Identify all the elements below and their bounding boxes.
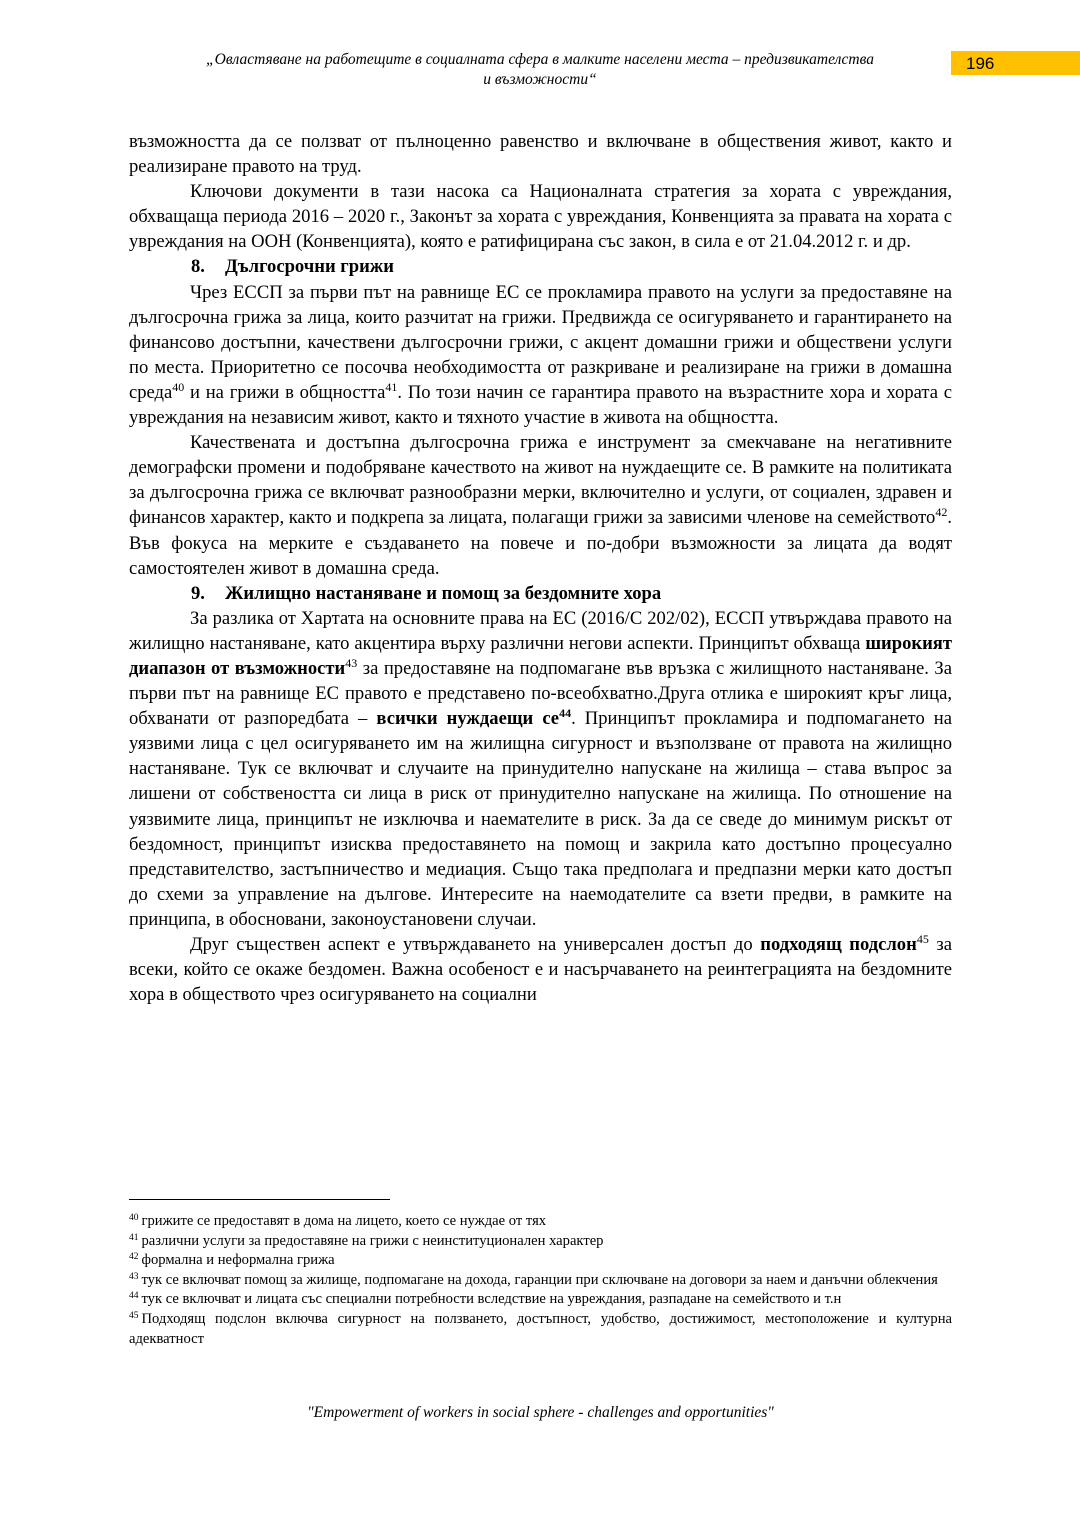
footnote-ref[interactable]: 45: [916, 932, 929, 946]
text-run: Друг съществен аспект е утвърждаването на универсален достъп до: [190, 934, 761, 955]
footnote-text: формална и неформална грижа: [141, 1252, 335, 1269]
footnote-number: 44: [129, 1291, 139, 1302]
text-run: . По този начин се гарантира правото на възрастните хора и хората с увреждания на независим живот, както и тяхното участие в живота на общността.: [129, 381, 952, 429]
footnote-number: 40: [129, 1213, 139, 1223]
header-title-line-2: и възможности“: [483, 71, 597, 88]
footnote: [129, 1232, 952, 1252]
heading-number: 9.: [191, 582, 205, 604]
footnote-text: различни услуги за предоставяне на грижи с неинституционален характер: [141, 1232, 604, 1249]
footnote: [129, 1251, 952, 1271]
text-run: . Принципът прокламира и подпомагането на уязвими лица с цел осигуряването им на жилищна сигурност и възползване от правота на жилищно настаняване. Тук се включват и случаите на принудително напускане на жилища – става въпрос за лишени от собствеността си лица в риск от принудително напускане на жилища. По отношение на уязвимите лица, принципът не изключва и наемателите в риск. За да се сведе до минимум рискът от бездомност, принципът изисква предоставянето на помощ и закрила като достъпно процесуално представителство, застъпничество и медиация. Също така предполага и предпазни мерки като достъп до схеми за управление на дългове. Интересите на наемодателите са взети предви, в рамките на принципа, в обосновани, законоустановени случаи.: [129, 708, 953, 930]
footnote: [129, 1212, 952, 1232]
text-run: . Във фокуса на мерките е създаването на повече и по-добри възможности за лицата да водят самостоятелен живот в домашна среда.: [129, 507, 952, 579]
bold-phrase: широкият диапазон от възможности: [129, 632, 952, 679]
footnote-ref[interactable]: 40: [172, 379, 185, 394]
footnote-text: тук се включват помощ за жилище, подпомагане на дохода, гаранции при сключване на договори за наем и данъчни облекчения: [141, 1271, 938, 1288]
footnote-ref[interactable]: 41: [385, 379, 398, 394]
footnote-text: Подходящ подслон включва сигурност на ползването, достъпност, удобство, достижимост, местоположение и културна адекватност: [129, 1310, 952, 1347]
paragraph: възможността да се ползват от пълноценно равенство и включване в обществения живот, както и реализиране правото на труд.: [129, 131, 952, 178]
footnote-number: 45: [129, 1310, 139, 1321]
footnote-text: грижите се предоставят в дома на лицето, което се нуждае от тях: [141, 1213, 547, 1229]
document-body: [129, 129, 952, 1007]
page-header: [120, 50, 960, 90]
text-run: Чрез ЕССП за първи път на равнище ЕС се прокламира правото на услуги за предоставяне на дългосрочна грижа за лица, които разчитат на грижи. Предвижда се осигуряването и гарантирането на финансово достъпни, качествени дългосрочни грижи, с акцент домашни грижи и обществени услуги по места. Приоритетно се посочва необходимостта от разкриване и реализиране на грижи в домашна среда: [129, 281, 952, 403]
text-run: и на грижи в общността: [184, 381, 386, 403]
footnote-text: тук се включват и лицата със специални потребности вследствие на увреждания, разпадане на семейството и т.н: [141, 1291, 842, 1308]
footnote: [129, 1290, 952, 1310]
page-number-badge: 196: [951, 51, 1080, 75]
text-run: за всеки, който се окаже бездомен. Важна особеност е и насърчаването на реинтеграцията на бездомните хора в обществото чрез осигуряването на социални: [129, 934, 952, 1006]
footnote-number: 43: [129, 1271, 139, 1282]
heading-text: Дългосрочни грижи: [225, 256, 395, 278]
paragraph: [129, 430, 952, 581]
paragraph: [129, 606, 952, 932]
page-footer: "Empowerment of workers in social sphere - challenges and opportunities": [307, 1404, 774, 1421]
bold-phrase: подходящ подслон: [760, 934, 917, 955]
heading-number: 8.: [191, 256, 205, 278]
footnote-ref[interactable]: 44: [559, 706, 572, 721]
header-title-line-1: „Овластяване на работещите в социалната сфера в малките населени места – предизвикателства: [206, 51, 874, 68]
bold-phrase: всички нуждаещи се: [376, 708, 560, 730]
footnote-separator: [129, 1199, 390, 1200]
footnote-number: 42: [129, 1252, 139, 1263]
heading-text: Жилищно настаняване и помощ за бездомните хора: [225, 582, 662, 604]
text-run: за предоставяне на подпомагане във връзка с жилищното настаняване. За първи път на равнище ЕС правото е представено по-всеобхватно.Друга отлика е широкият кръг лица, обхванати от разпоредбата –: [129, 657, 952, 730]
text-run: Качествената и достъпна дългосрочна грижа е инструмент за смекчаване на негативните демографски промени и подобряване качеството на живот на нуждаещите се. В рамките на политиката за дългосрочна грижа се включват разнообразни мерки, включително и услуги, от социален, здравен и финансов характер, както и подкрепа за лицата, полагащи грижи за зависими членове на семейството: [129, 432, 952, 529]
footnote: [129, 1271, 952, 1291]
text-run: За разлика от Хартата на основните права на ЕС (2016/С 202/02), ЕССП утвърждава правото на жилищно настаняване, като акцентира върху различни негови аспекти. Принципът обхваща: [129, 607, 952, 654]
section-heading-8: [129, 254, 952, 279]
footnote-ref[interactable]: 42: [935, 505, 948, 520]
footnote-number: 41: [129, 1232, 139, 1243]
section-heading-9: [129, 581, 952, 606]
footnote-ref[interactable]: 43: [345, 655, 358, 670]
paragraph: [129, 280, 952, 431]
paragraph: Ключови документи в тази насока са Националната стратегия за хората с увреждания, обхващаща периода 2016 – 2020 г., Законът за хората с увреждания, Конвенцията за правата на хората с увреждания на ООН (Конвенцията), която е ратифицирана със закон, в сила е от 21.04.2012 г. и др.: [129, 181, 952, 253]
footnote: [129, 1310, 952, 1349]
footnotes: [129, 1212, 952, 1349]
paragraph: [129, 932, 952, 1007]
